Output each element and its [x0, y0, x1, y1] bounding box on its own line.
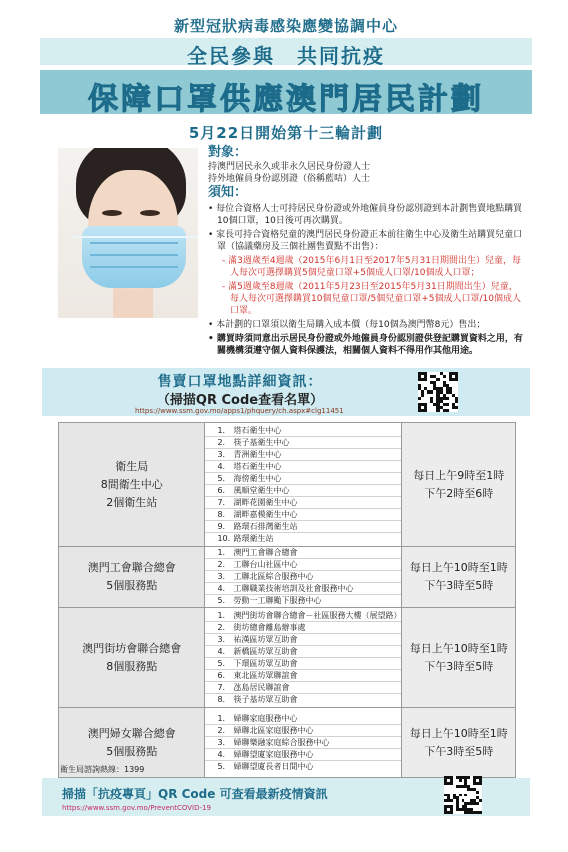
covid-page-qr-code[interactable]	[444, 776, 482, 814]
location-item: 9. 路環石排灣衛生站	[205, 521, 401, 533]
hours-line: 每日上午10時至1時	[409, 641, 508, 655]
location-org	[59, 423, 205, 547]
location-item: 2. 工聯台山社區中心	[205, 559, 401, 571]
org-line: 澳門街坊會聯合總會	[82, 641, 182, 655]
notes-heading: 須知：	[208, 185, 248, 200]
location-org	[59, 608, 205, 708]
footer-text: 掃描「抗疫專頁」QR Code 可查看最新疫情資訊	[62, 787, 328, 801]
hours-line: 下午2時至6時	[424, 486, 494, 500]
hours-line: 下午3時至5時	[424, 659, 494, 673]
note-bullet: • 本計劃的口罩須以衛生局購入成本價（每10個為澳門幣8元）售出；	[208, 320, 486, 330]
eligibility-heading: 對象：	[208, 145, 248, 160]
location-item: 1. 澳門街坊會聯合總會－社區服務大樓（展望路）	[205, 610, 401, 622]
location-item: 4. 婦聯望廈家庭服務中心	[205, 749, 401, 761]
location-item: 4. 新橋區坊眾互助會	[205, 646, 401, 658]
location-row	[59, 608, 516, 708]
location-item: 4. 工聯職業技術培訓及社會服務中心	[205, 583, 401, 595]
org-line: 2個衛生站	[106, 495, 158, 509]
slogan: 全民參與 共同抗疫	[187, 44, 385, 68]
location-item: 5. 勞動一工聯颱下服務中心	[217, 596, 322, 605]
location-hours	[402, 547, 516, 608]
location-item: 8. 筷子基坊眾互助會	[217, 694, 298, 704]
org-line: 澳門工會聯合總會	[87, 561, 176, 574]
location-item: 2. 街坊總會離島辦事處	[205, 622, 401, 634]
org-line: 5個服務點	[106, 744, 158, 758]
location-item: 5. 下環區坊眾互助會	[205, 658, 401, 670]
hours-line: 每日上午10時至1時	[409, 561, 508, 574]
org-line: 衛生局	[115, 459, 149, 473]
location-item: 7. 氹島居民聯誼會	[205, 682, 401, 694]
location-item: 3. 婦聯樂融家庭綜合服務中心	[205, 737, 401, 749]
location-item: 3. 祐漢區坊眾互助會	[205, 634, 401, 646]
location-item: 1. 塔石衛生中心	[205, 425, 401, 437]
location-org	[59, 547, 205, 608]
footer-url[interactable]: https://www.ssm.gov.mo/PreventCOVID-19	[62, 804, 211, 812]
location-item: 1. 澳門工會聯合總會	[205, 547, 401, 559]
location-item: 2. 筷子基衛生中心	[205, 437, 401, 449]
org-line: 8間衛生中心	[100, 477, 163, 491]
note-sub-bullet: - 滿3週歲至4週歲（2015年6月1日至2017年5月31日期間出生）兒童，每人每次可選擇購買5個兒童口罩+5個成人口罩/10個成人口罩；	[222, 256, 522, 278]
location-items	[205, 547, 402, 608]
note-sub-bullet: - 滿5週歲至8週歲（2011年5月23日至2015年5月31日期間出生）兒童，每人每次可選擇購買10個兒童口罩/5個兒童口罩+5個成人口罩/10個成人口罩。	[222, 282, 521, 316]
location-hours	[402, 708, 516, 778]
location-item: 6. 東北區坊眾聯誼會	[205, 670, 401, 682]
sale-url[interactable]: https://www.ssm.gov.mo/apps1/phquery/ch.aspx#clg11451	[135, 407, 344, 415]
location-items	[205, 423, 402, 547]
location-item: 10. 路環衛生站	[217, 533, 274, 543]
location-item: 1. 婦聯家庭服務中心	[205, 713, 401, 725]
location-item: 5. 婦聯望廈長者日間中心	[217, 761, 314, 771]
woman-with-mask-photo	[58, 148, 198, 318]
locations-table	[58, 422, 516, 778]
locations-qr-code[interactable]	[418, 372, 458, 412]
org-line: 5個服務點	[106, 579, 158, 592]
location-row	[59, 547, 516, 608]
location-item: 5. 海傍衛生中心	[205, 473, 401, 485]
round-title: 5月22日開始第十三輪計劃	[188, 124, 384, 142]
hours-line: 每日上午9時至1時	[413, 468, 505, 482]
poster	[40, 10, 532, 812]
org-name: 新型冠狀病毒感染應變協調中心	[173, 17, 398, 35]
eligibility-line: 持澳門居民永久或非永久居民身份證人士	[208, 162, 371, 172]
info-section	[208, 145, 526, 357]
note-bullet: • 家長可持合資格兒童的澳門居民身份證正本前往衛生中心及衛生站購買兒童口罩（協議藥房及三個社團售賣點不出售）：	[208, 230, 523, 252]
location-item: 6. 風順堂衛生中心	[205, 485, 401, 497]
hours-line: 下午3時至5時	[424, 744, 494, 758]
sale-title: 售賣口罩地點詳細資訊：	[157, 374, 323, 390]
location-items	[205, 708, 402, 778]
location-item: 8. 湖畔嘉模衛生中心	[205, 509, 401, 521]
location-item: 7. 湖畔花園衛生中心	[205, 497, 401, 509]
eligibility-line: 持外地僱員身份認別證（俗稱藍咭）人士	[208, 174, 371, 184]
note-bullet: • 每位合資格人士可持居民身份證或外地僱員身份認別證到本計劃售賣地點購買10個口罩，10日後可再次購買。	[208, 204, 523, 226]
location-item: 2. 婦聯北區家庭服務中心	[205, 725, 401, 737]
hours-line: 每日上午10時至1時	[409, 726, 508, 740]
location-hours	[402, 608, 516, 708]
org-line: 8個服務點	[106, 659, 158, 673]
hours-line: 下午3時至5時	[424, 579, 494, 592]
location-item: 3. 青洲衛生中心	[205, 449, 401, 461]
location-row	[59, 423, 516, 547]
location-item: 3. 工聯北區綜合服務中心	[205, 571, 401, 583]
location-hours	[402, 423, 516, 547]
main-title: 保障口罩供應澳門居民計劃	[88, 82, 484, 117]
hotline-note: 衛生局諮詢熱線：1399	[60, 765, 145, 774]
note-bullet: • 購買時須同意出示居民身份證或外地僱員身份認別證供登記購買資料之用，有關機構須遵守個人資料保護法，相關個人資料不得用作其他用途。	[208, 334, 523, 356]
location-item: 4. 塔石衛生中心	[205, 461, 401, 473]
sale-subtitle: （掃描QR Code查看名單）	[156, 393, 324, 408]
location-items	[205, 608, 402, 708]
org-line: 澳門婦女聯合總會	[87, 726, 176, 740]
